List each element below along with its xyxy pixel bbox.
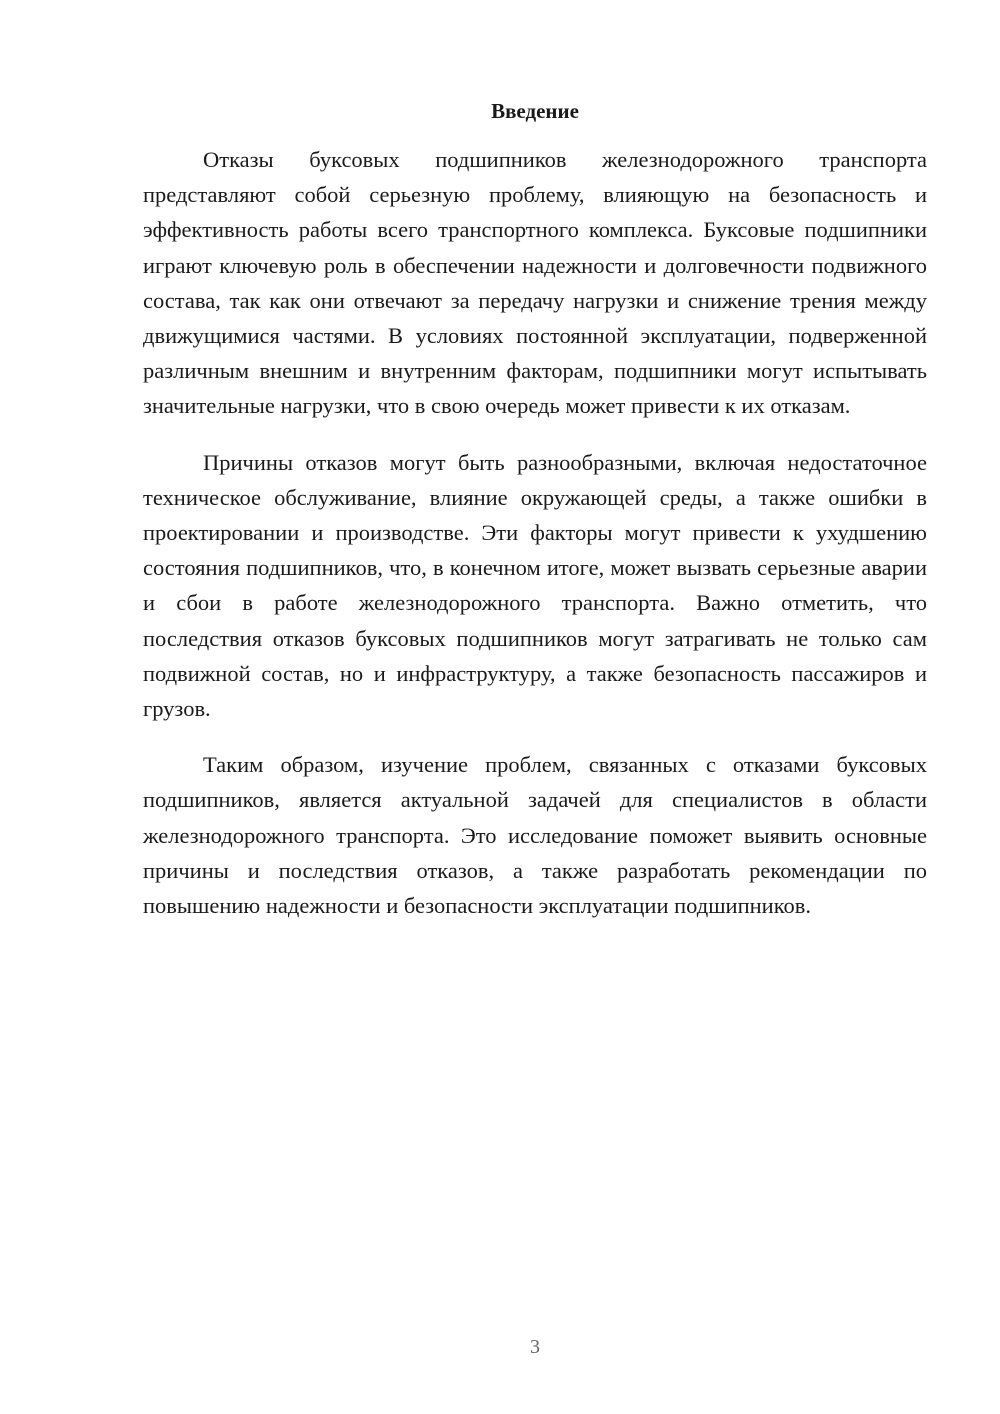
document-body [143, 142, 927, 944]
section-heading: Введение [491, 99, 579, 123]
paragraph-3: Таким образом, изучение проблем, связанных с отказами буксовых подшипников, является актуальной задачей для специалистов в области железнодорожного транспорта. Это исследование поможет выявить основные причины и последствия отказов, а также разработать рекомендации по повышению надежности и безопасности эксплуатации подшипников. [143, 752, 927, 919]
paragraph-2: Причины отказов могут быть разнообразными, включая недостаточное техническое обслуживание, влияние окружающей среды, а также ошибки в проектировании и производстве. Эти факторы могут привести к ухудшению состояния подшипников, что, в конечном итоге, может вызвать серьезные аварии и сбои в работе железнодорожного транспорта. Важно отметить, что последствия отказов буксовых подшипников могут затрагивать не только сам подвижной состав, но и инфраструктуру, а также безопасность пассажиров и грузов. [143, 449, 927, 722]
page-number: 3 [530, 1336, 540, 1358]
paragraph-1: Отказы буксовых подшипников железнодорожного транспорта представляют собой серьезную проблему, влияющую на безопасность и эффективность работы всего транспортного комплекса. Буксовые подшипники играют ключевую роль в обеспечении надежности и долговечности подвижного состава, так как они отвечают за передачу нагрузки и снижение трения между движущимися частями. В условиях постоянной эксплуатации, подверженной различным внешним и внутренним факторам, подшипники могут испытывать значительные нагрузки, что в свою очередь может привести к их отказам. [143, 147, 927, 419]
